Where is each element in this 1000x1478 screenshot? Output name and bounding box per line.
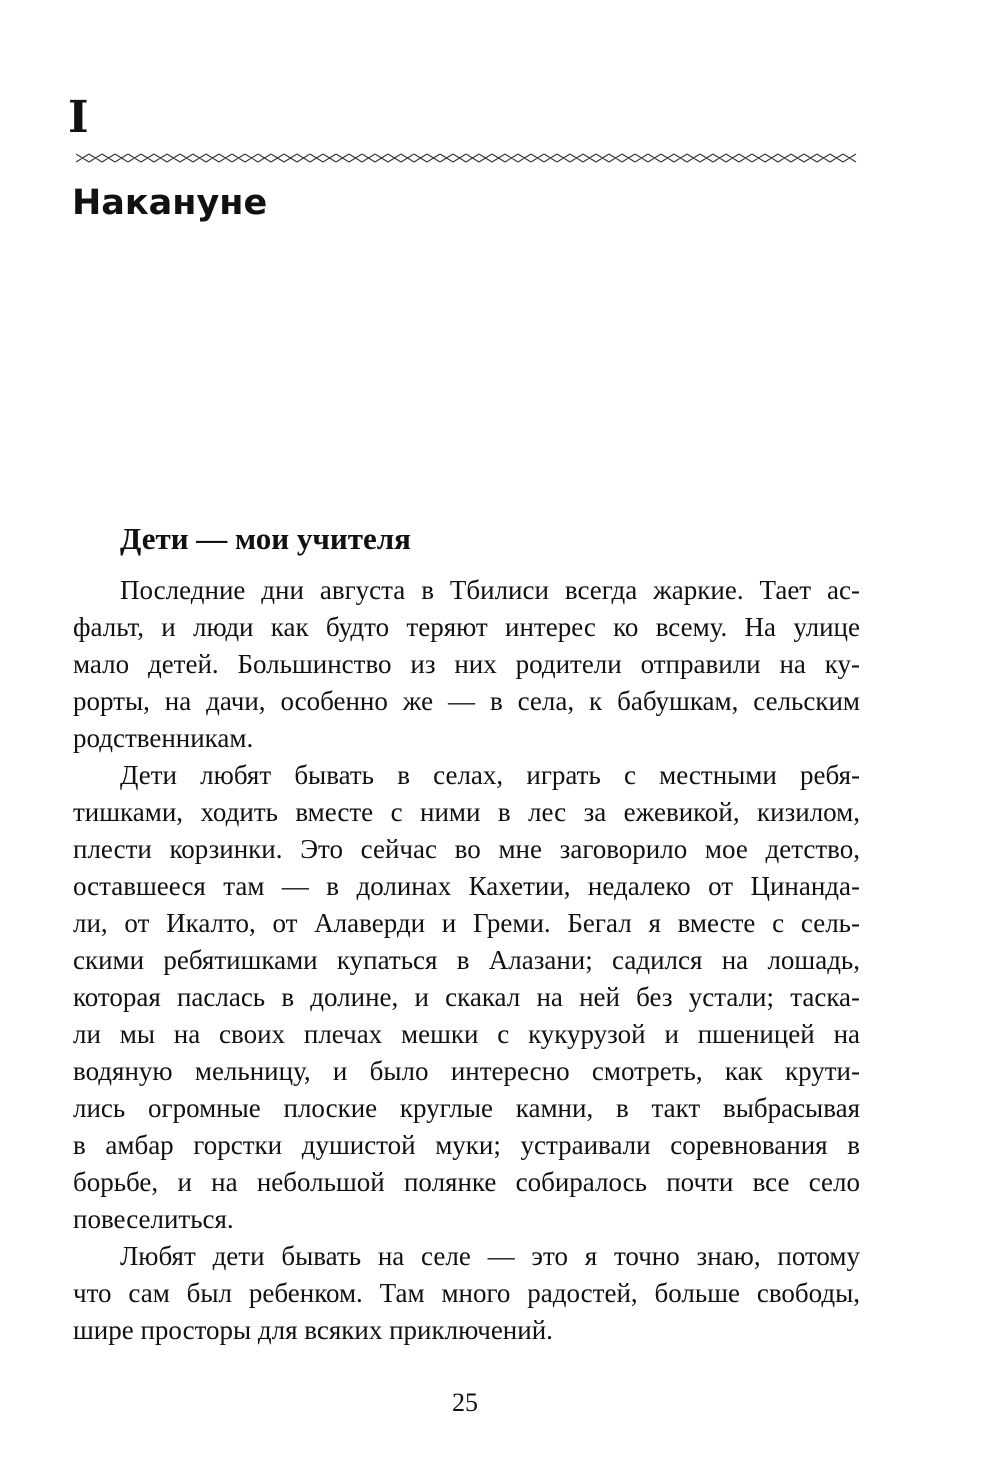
text-line: повеселиться.	[73, 1204, 234, 1234]
chapter-number: I	[68, 92, 89, 143]
text-line: рорты, на дачи, особенно же — в села, к бабушкам, сельским	[73, 686, 860, 716]
section-title: Дети — мои учителя	[120, 521, 411, 556]
text-line: мало детей. Большинство из них родители отправили на ку-	[73, 649, 860, 679]
body-text	[73, 572, 860, 1349]
text-line: ли мы на своих плечах мешки с кукурузой и пшеницей на	[73, 1019, 860, 1049]
page-number: 25	[452, 1388, 478, 1417]
text-line: что сам был ребенком. Там много радостей, больше свободы,	[73, 1278, 860, 1308]
text-line: родственникам.	[73, 723, 254, 753]
text-line: фальт, и люди как будто теряют интерес ко всему. На улице	[73, 612, 860, 642]
chapter-title: Накануне	[72, 183, 268, 223]
text-line: тишками, ходить вместе с ними в лес за ежевикой, кизилом,	[73, 797, 860, 827]
text-line: ли, от Икалто, от Алаверди и Греми. Бегал я вместе с сель-	[73, 908, 860, 938]
text-line: оставшееся там — в долинах Кахетии, недалеко от Цинанда-	[73, 871, 860, 901]
text-line: борьбе, и на небольшой полянке собиралось почти все село	[73, 1167, 860, 1197]
text-line: которая паслась в долине, и скакал на ней без устали; таска-	[73, 982, 860, 1012]
paragraph	[73, 1238, 860, 1349]
text-line: Последние дни августа в Тбилиси всегда жаркие. Тает ас-	[120, 575, 860, 605]
text-line: лись огромные плоские круглые камни, в такт выбрасывая	[73, 1093, 860, 1123]
text-line: в амбар горстки душистой муки; устраивали соревнования в	[73, 1130, 860, 1160]
text-line: скими ребятишками купаться в Алазани; садился на лошадь,	[73, 945, 860, 975]
ornamental-divider	[76, 151, 862, 165]
ornament-pattern	[76, 154, 856, 162]
text-line: водяную мельницу, и было интересно смотреть, как крути-	[73, 1056, 860, 1086]
text-line: Любят дети бывать на селе — это я точно знаю, потому	[120, 1241, 860, 1271]
paragraph	[73, 572, 860, 757]
text-line: шире просторы для всяких приключений.	[73, 1315, 553, 1345]
paragraph	[73, 757, 860, 1238]
text-line: Дети любят бывать в селах, играть с местными ребя-	[120, 760, 860, 790]
text-line: плести корзинки. Это сейчас во мне заговорило мое детство,	[73, 834, 860, 864]
